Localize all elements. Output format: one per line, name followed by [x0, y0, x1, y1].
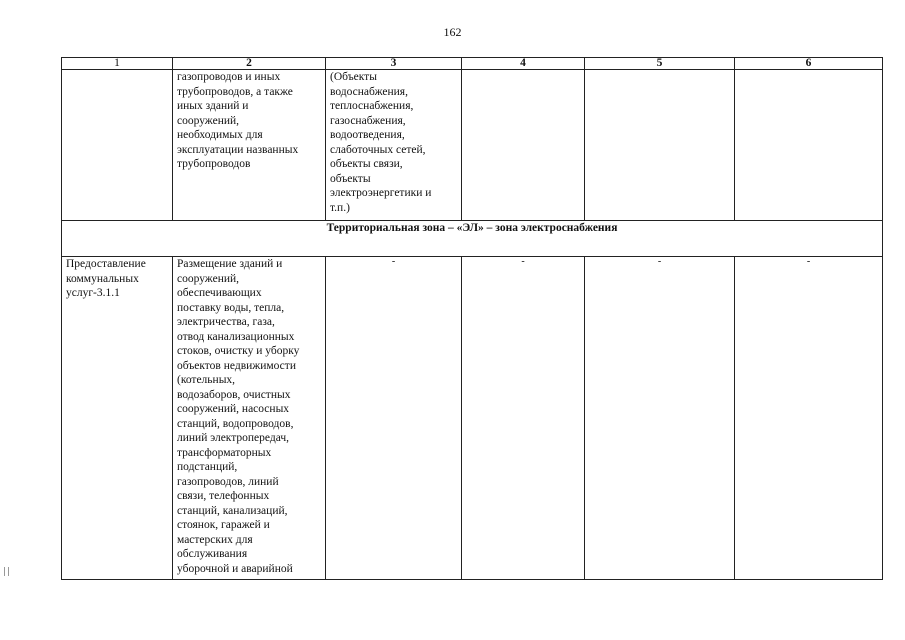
cell-dash: -	[462, 257, 585, 580]
land-use-table	[61, 57, 883, 580]
cell-use-type: Предоставление коммунальных услуг-3.1.1	[62, 257, 173, 580]
cell-dash: -	[326, 257, 462, 580]
column-header-5: 5	[585, 58, 735, 70]
cell-use-description: газопроводов и иных трубопроводов, а также иных зданий и сооружений, необходимых для эксплуатации названных трубопроводов	[173, 70, 326, 221]
page-number: 162	[443, 25, 462, 39]
cell-col6	[735, 70, 883, 221]
column-header-3: 3	[326, 58, 462, 70]
cell-use-description: Размещение зданий и сооружений, обеспечивающих поставку воды, тепла, электричества, газа, отвод канализационных стоков, очистку и уборку объектов недвижимости (котельных, водозаборов, очистных сооружений, насосных станций, водопроводов, линий электропередач, трансформаторных подстанций, газопроводов, линий связи, телефонных станций, канализаций, стоянок, гаражей и мастерских для обслуживания уборочной и аварийной	[173, 257, 326, 580]
column-header-1: 1	[62, 58, 173, 70]
cell-dash: -	[735, 257, 883, 580]
cell-objects: (Объекты водоснабжения, теплоснабжения, газоснабжения, водоотведения, слаботочных сетей, объекты связи, объекты электроэнергетики и т.п.)	[326, 70, 462, 221]
scan-margin-mark	[4, 567, 9, 576]
cell-dash: -	[585, 257, 735, 580]
column-header-6: 6	[735, 58, 883, 70]
column-header-2: 2	[173, 58, 326, 70]
table-row-continuation	[62, 70, 883, 221]
zone-heading-row	[62, 221, 883, 257]
table-header-row	[62, 58, 883, 70]
cell-col5	[585, 70, 735, 221]
table-row-utilities	[62, 257, 883, 580]
zone-heading: Территориальная зона – «ЭЛ» – зона электроснабжения	[62, 221, 883, 257]
column-header-4: 4	[462, 58, 585, 70]
cell-use-type	[62, 70, 173, 221]
cell-col4	[462, 70, 585, 221]
